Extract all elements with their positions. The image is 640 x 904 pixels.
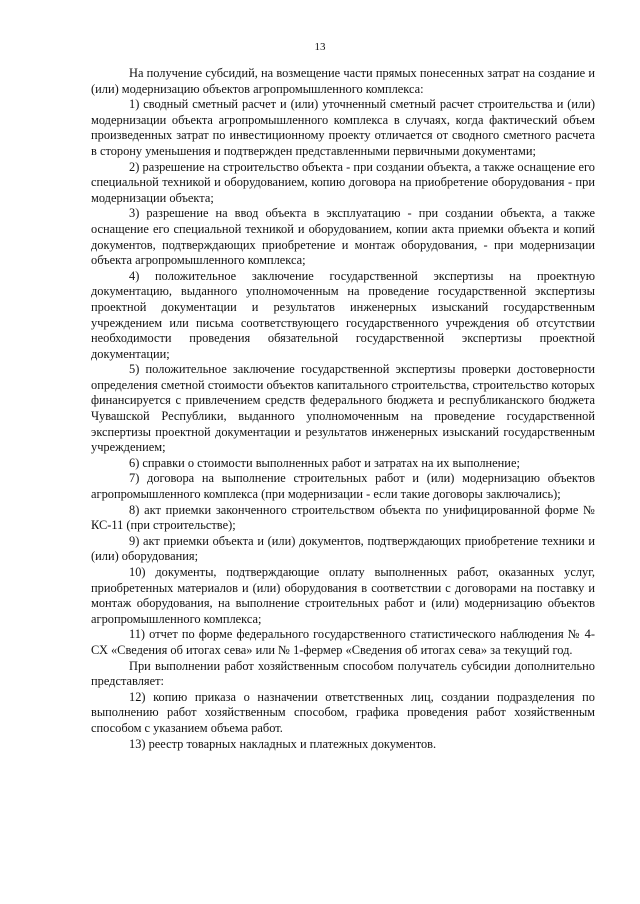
list-item-7: 7) договора на выполнение строительных работ и (или) модернизацию объектов агропромышленного комплекса (при модернизации - если такие договоры заключались); [91,471,595,502]
list-item-12: 12) копию приказа о назначении ответственных лиц, создании подразделения по выполнению работ хозяйственным способом, графика проведения работ хозяйственным способом с указанием объема работ. [91,689,595,735]
list-item-5: 5) положительное заключение государственной экспертизы проверки достоверности определения сметной стоимости объектов капитального строительства, строительство которых финансируется с привлечением средств федерального бюджета и республиканского бюджета Чувашской Республики, выданного уполномоченным на проведение государственной экспертизы проектной документации и результатов инженерных изысканий государственным учреждением; [91,362,595,455]
list-item-3: 3) разрешение на ввод объекта в эксплуатацию - при создании объекта, а также оснащение его специальной техникой и оборудованием, копии акта приемки объекта и копий документов, подтверждающих приобретение и монтаж оборудования, - при модернизации объекта агропромышленного комплекса; [91,206,595,268]
intro-paragraph: На получение субсидий, на возмещение части прямых понесенных затрат на создание и (или) модернизацию объектов агропромышленного комплекса: [91,66,595,96]
list-item-10: 10) документы, подтверждающие оплату выполненных работ, оказанных услуг, приобретенных материалов и (или) оборудования в соответствии с договорами на поставку и монтаж оборудования, на выполнение строительных работ и (или) модернизацию объектов агропромышленного комплекса; [91,565,595,626]
list-item-4: 4) положительное заключение государственной экспертизы на проектную документацию, выданного уполномоченным на проведение государственной экспертизы проектной документации и результатов инженерных изысканий государственным учреждением или письма соответствующего государственного учреждения об отсутствии необходимости проведения обязательной государственной экспертизы проектной документации; [91,268,595,361]
list-item-13: 13) реестр товарных накладных и платежных документов. [129,736,437,751]
document-body [91,66,595,752]
list-item-1: 1) сводный сметный расчет и (или) уточненный сметный расчет строительства и (или) модернизации объекта агропромышленного комплекса в случаях, когда фактический объем произведенных затрат по инвестиционному проекту отличается от сводного сметного расчета в сторону уменьшения и подтвержден представленными первичными документами; [91,97,595,158]
additional-requirements-paragraph: При выполнении работ хозяйственным способом получатель субсидии дополнительно представляет: [91,658,595,689]
list-item-11: 11) отчет по форме федерального государственного статистического наблюдения № 4-СХ «Сведения об итогах сева» или № 1-фермер «Сведения об итогах сева» за текущий год. [91,627,595,657]
list-item-2: 2) разрешение на строительство объекта - при создании объекта, а также оснащение его специальной техникой и оборудованием, копию договора на приобретение оборудования - при модернизации объекта; [91,159,595,205]
list-item-9: 9) акт приемки объекта и (или) документов, подтверждающих приобретение техники и (или) оборудования; [91,533,595,564]
list-item-8: 8) акт приемки законченного строительством объекта по унифицированной форме № КС-11 (при строительстве); [91,502,595,533]
list-item-6: 6) справки о стоимости выполненных работ и затратах на их выполнение; [129,455,520,470]
page-number: 13 [314,41,326,53]
